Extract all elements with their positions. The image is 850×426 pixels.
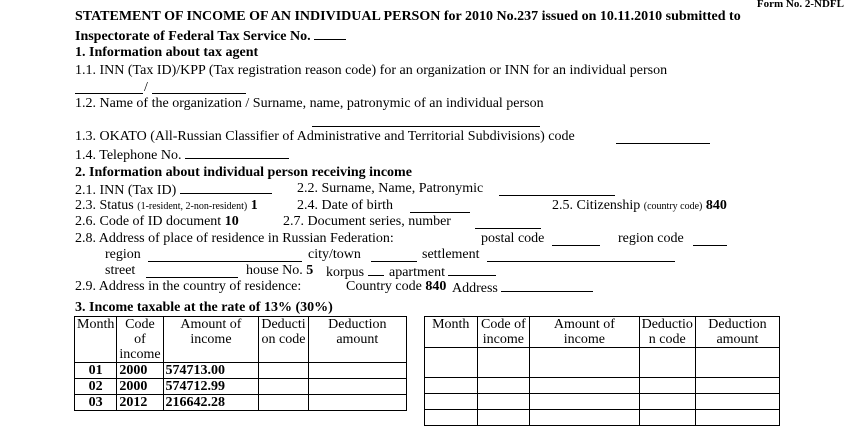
citizenship-label: 2.5. Citizenship (country code) 840: [552, 198, 727, 213]
form-number: Form No. 2-NDFL: [756, 0, 844, 10]
surname-field[interactable]: [499, 181, 615, 196]
column-header: Deductio n code: [639, 317, 695, 348]
country-code-value: 840: [425, 279, 447, 294]
region-label: region: [105, 247, 141, 262]
income-code-cell: 2012: [117, 395, 163, 411]
table-row: [75, 379, 407, 395]
street-label: street: [105, 263, 136, 278]
korpus-label: korpus: [326, 263, 384, 281]
income-code-cell[interactable]: [477, 394, 530, 410]
column-header: Code of income: [477, 317, 530, 348]
deduction-code-cell[interactable]: [639, 348, 695, 378]
income-code-cell: 2000: [117, 379, 163, 395]
region-field[interactable]: [148, 247, 302, 262]
document-series-label: 2.7. Document series, number: [283, 214, 451, 229]
dob-label: 2.4. Date of birth: [297, 198, 394, 213]
region-code-field[interactable]: [693, 231, 727, 246]
telephone-label: 1.4. Telephone No.: [75, 146, 289, 164]
column-header: Deduction amount: [308, 317, 406, 363]
month-cell[interactable]: [425, 378, 478, 394]
page-title: STATEMENT OF INCOME OF AN INDIVIDUAL PERSON for 2010 No.237 issued on 10.11.2010 submitted to: [75, 9, 741, 24]
section-3-heading: 3. Income taxable at the rate of 13% (30%): [75, 300, 333, 315]
deduction-amount-cell[interactable]: [695, 378, 779, 394]
month-cell[interactable]: [425, 410, 478, 426]
deduction-amount-cell[interactable]: [695, 394, 779, 410]
deduction-code-cell[interactable]: [259, 363, 308, 379]
table-row: [425, 394, 780, 410]
telephone-field[interactable]: [185, 146, 289, 159]
foreign-address-label: 2.9. Address in the country of residence:: [75, 279, 302, 294]
page-title-line2: Inspectorate of Federal Tax Service No.: [75, 27, 346, 45]
column-header: Deducti on code: [259, 317, 308, 363]
income-amount-cell: 574713.00: [163, 363, 259, 379]
city-label: city/town: [308, 247, 361, 262]
deduction-code-cell[interactable]: [639, 394, 695, 410]
deduction-code-cell[interactable]: [639, 378, 695, 394]
settlement-field[interactable]: [487, 247, 675, 262]
income-code-cell[interactable]: [477, 378, 530, 394]
deduction-code-cell[interactable]: [639, 410, 695, 426]
income-amount-cell: 574712.99: [163, 379, 259, 395]
house-label: house No. 5: [246, 263, 314, 278]
surname-label: 2.2. Surname, Name, Patronymic: [297, 181, 484, 196]
month-cell[interactable]: [425, 348, 478, 378]
apartment-field[interactable]: [448, 263, 496, 276]
id-document-label: 2.6. Code of ID document 10: [75, 214, 239, 229]
income-code-cell[interactable]: [477, 348, 530, 378]
foreign-address-field-label: Address: [452, 279, 593, 297]
table-row: [425, 378, 780, 394]
tax-agent-kpp-field[interactable]: [152, 79, 246, 94]
okato-label: 1.3. OKATO (All-Russian Classifier of Administrative and Territorial Subdivisions) code: [75, 129, 575, 144]
income-amount-cell[interactable]: [530, 394, 639, 410]
tax-agent-inn-field[interactable]: [75, 79, 143, 94]
section-2-heading: 2. Information about individual person receiving income: [75, 165, 412, 180]
month-cell: 02: [75, 379, 117, 395]
postal-code-label: postal code: [481, 231, 545, 246]
status-value: 1: [250, 198, 258, 213]
table-header-row: [425, 317, 780, 348]
address-label: 2.8. Address of place of residence in Russian Federation:: [75, 231, 394, 246]
street-field[interactable]: [146, 263, 238, 278]
deduction-amount-cell[interactable]: [308, 379, 406, 395]
country-code-label: Country code 840: [346, 279, 447, 294]
table-row: [75, 395, 407, 411]
deduction-code-cell[interactable]: [259, 395, 308, 411]
korpus-field[interactable]: [368, 263, 384, 276]
house-value: 5: [306, 263, 314, 278]
deduction-amount-cell[interactable]: [308, 363, 406, 379]
region-code-label: region code: [618, 231, 684, 246]
income-code-cell[interactable]: [477, 410, 530, 426]
income-amount-cell[interactable]: [530, 410, 639, 426]
id-document-value: 10: [224, 214, 239, 229]
person-inn-label: 2.1. INN (Tax ID): [75, 181, 272, 199]
table-header-row: [75, 317, 407, 363]
column-header: Amount of income: [530, 317, 639, 348]
income-amount-cell: 216642.28: [163, 395, 259, 411]
month-cell: 01: [75, 363, 117, 379]
section-1-heading: 1. Information about tax agent: [75, 45, 259, 60]
city-field[interactable]: [371, 247, 417, 262]
person-inn-field[interactable]: [180, 181, 272, 194]
citizenship-value: 840: [705, 198, 727, 213]
deduction-amount-cell[interactable]: [695, 410, 779, 426]
column-header: Month: [75, 317, 117, 363]
column-header: Deduction amount: [695, 317, 779, 348]
column-header: Code of income: [117, 317, 163, 363]
income-amount-cell[interactable]: [530, 378, 639, 394]
status-label: 2.3. Status (1-resident, 2-non-resident) 1: [75, 198, 258, 213]
month-cell[interactable]: [425, 394, 478, 410]
okato-field[interactable]: [616, 129, 710, 144]
income-table-right: [424, 316, 780, 426]
tax-agent-inn-label: 1.1. INN (Tax ID)/KPP (Tax registration reason code) for an organization or INN for an individual person: [75, 63, 668, 78]
month-cell: 03: [75, 395, 117, 411]
postal-code-field[interactable]: [552, 231, 600, 246]
settlement-label: settlement: [422, 247, 480, 262]
deduction-amount-cell[interactable]: [308, 395, 406, 411]
income-amount-cell[interactable]: [530, 348, 639, 378]
deduction-amount-cell[interactable]: [695, 348, 779, 378]
inn-kpp-separator: /: [144, 80, 148, 95]
organization-name-label: 1.2. Name of the organization / Surname, name, patronymic of an individual person: [75, 96, 544, 111]
apartment-label: apartment: [389, 263, 496, 281]
dob-field[interactable]: [410, 198, 470, 213]
income-code-cell: 2000: [117, 363, 163, 379]
foreign-address-field[interactable]: [501, 279, 593, 292]
income-table-left: [74, 316, 407, 411]
table-row: [75, 363, 407, 379]
inspectorate-field[interactable]: [314, 27, 346, 40]
column-header: Month: [425, 317, 478, 348]
document-series-field[interactable]: [475, 214, 541, 229]
table-row: [425, 410, 780, 426]
column-header: Amount of income: [163, 317, 259, 363]
deduction-code-cell[interactable]: [259, 379, 308, 395]
table-row: [425, 348, 780, 378]
organization-name-field[interactable]: [312, 112, 540, 127]
